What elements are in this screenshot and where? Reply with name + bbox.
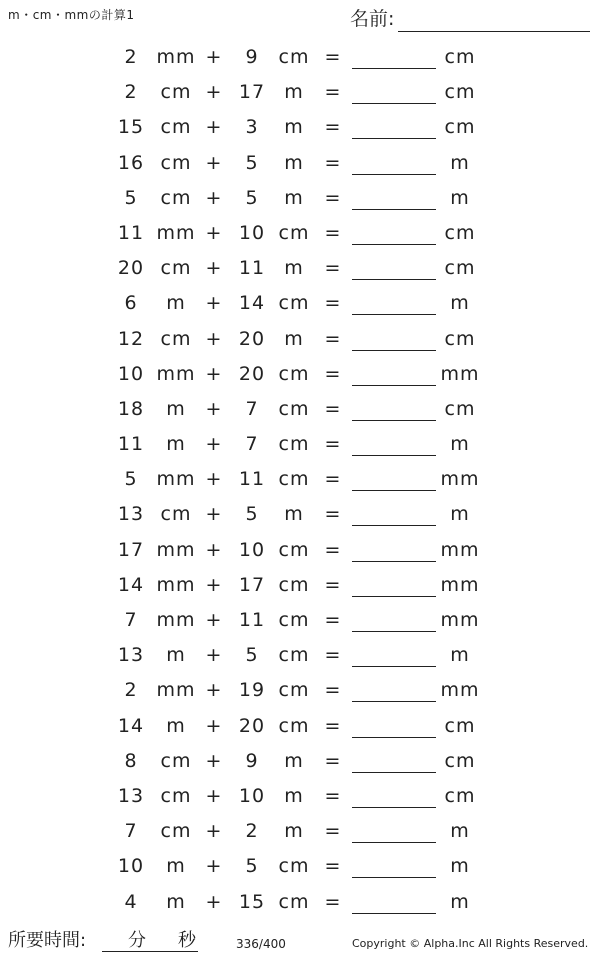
- unit-b: cm: [278, 679, 310, 702]
- equals-sign: =: [324, 151, 342, 174]
- equals-sign: =: [324, 890, 342, 913]
- operand-b: 9: [245, 46, 259, 68]
- plus-sign: +: [205, 81, 223, 104]
- result-unit: cm: [444, 714, 476, 737]
- equals-sign: =: [324, 855, 342, 878]
- result-unit: mm: [440, 679, 480, 702]
- unit-b: cm: [278, 644, 310, 667]
- plus-sign: +: [205, 714, 223, 737]
- operand-a: 11: [117, 433, 145, 456]
- operand-b: 10: [238, 784, 266, 807]
- problem-row: [0, 495, 600, 530]
- unit-b: cm: [278, 468, 310, 491]
- unit-b: m: [284, 749, 304, 772]
- answer-blank[interactable]: [352, 152, 436, 175]
- problem-list: [0, 38, 600, 918]
- unit-a: cm: [160, 327, 192, 350]
- unit-a: m: [166, 714, 186, 737]
- operand-b: 9: [245, 749, 259, 772]
- operand-b: 3: [245, 116, 259, 139]
- result-unit: cm: [444, 46, 476, 68]
- plus-sign: +: [205, 257, 223, 280]
- equals-sign: =: [324, 186, 342, 209]
- answer-blank[interactable]: [352, 292, 436, 315]
- plus-sign: +: [205, 186, 223, 209]
- problem-row: [0, 320, 600, 355]
- result-unit: cm: [444, 784, 476, 807]
- problem-row: [0, 73, 600, 108]
- equals-sign: =: [324, 257, 342, 280]
- operand-b: 7: [245, 433, 259, 456]
- operand-b: 10: [238, 538, 266, 561]
- equals-sign: =: [324, 46, 342, 68]
- answer-blank[interactable]: [352, 609, 436, 632]
- operand-b: 5: [245, 644, 259, 667]
- result-unit: cm: [444, 257, 476, 280]
- result-unit: m: [450, 890, 470, 913]
- equals-sign: =: [324, 573, 342, 596]
- equals-sign: =: [324, 327, 342, 350]
- plus-sign: +: [205, 679, 223, 702]
- problem-row: [0, 566, 600, 601]
- answer-blank[interactable]: [352, 891, 436, 914]
- unit-a: mm: [156, 46, 196, 68]
- unit-b: m: [284, 503, 304, 526]
- answer-blank[interactable]: [352, 468, 436, 491]
- unit-a: cm: [160, 820, 192, 843]
- result-unit: cm: [444, 397, 476, 420]
- equals-sign: =: [324, 397, 342, 420]
- equals-sign: =: [324, 292, 342, 315]
- result-unit: cm: [444, 327, 476, 350]
- answer-blank[interactable]: [352, 820, 436, 843]
- equals-sign: =: [324, 679, 342, 702]
- operand-b: 20: [238, 362, 266, 385]
- problem-row: [0, 707, 600, 742]
- minutes-label: 分: [128, 930, 146, 951]
- unit-a: m: [166, 433, 186, 456]
- unit-a: cm: [160, 503, 192, 526]
- operand-a: 13: [117, 784, 145, 807]
- answer-blank[interactable]: [352, 855, 436, 878]
- unit-b: m: [284, 186, 304, 209]
- answer-blank[interactable]: [352, 679, 436, 702]
- result-unit: m: [450, 186, 470, 209]
- unit-b: cm: [278, 890, 310, 913]
- problem-row: [0, 883, 600, 918]
- unit-b: cm: [278, 573, 310, 596]
- answer-blank[interactable]: [352, 187, 436, 210]
- problem-row: [0, 425, 600, 460]
- equals-sign: =: [324, 468, 342, 491]
- plus-sign: +: [205, 609, 223, 631]
- answer-blank[interactable]: [352, 328, 436, 351]
- operand-b: 14: [238, 292, 266, 315]
- equals-sign: =: [324, 784, 342, 807]
- operand-a: 12: [117, 327, 145, 350]
- operand-a: 13: [117, 503, 145, 526]
- operand-a: 5: [124, 468, 138, 491]
- plus-sign: +: [205, 221, 223, 244]
- unit-b: m: [284, 784, 304, 807]
- problem-row: [0, 214, 600, 249]
- operand-a: 18: [117, 397, 145, 420]
- equals-sign: =: [324, 749, 342, 772]
- unit-a: cm: [160, 116, 192, 139]
- result-unit: mm: [440, 468, 480, 491]
- problem-row: [0, 460, 600, 495]
- result-unit: cm: [444, 116, 476, 139]
- problem-row: [0, 390, 600, 425]
- answer-blank[interactable]: [352, 81, 436, 104]
- unit-a: cm: [160, 257, 192, 280]
- name-field[interactable]: [350, 6, 590, 32]
- problem-row: [0, 636, 600, 671]
- unit-b: cm: [278, 855, 310, 878]
- operand-b: 11: [238, 609, 266, 631]
- operand-a: 6: [124, 292, 138, 315]
- problem-row: [0, 671, 600, 706]
- operand-a: 15: [117, 116, 145, 139]
- operand-b: 5: [245, 151, 259, 174]
- plus-sign: +: [205, 644, 223, 667]
- unit-a: m: [166, 397, 186, 420]
- unit-a: m: [166, 855, 186, 878]
- equals-sign: =: [324, 820, 342, 843]
- answer-blank[interactable]: [352, 222, 436, 245]
- unit-a: mm: [156, 679, 196, 702]
- plus-sign: +: [205, 116, 223, 139]
- operand-b: 19: [238, 679, 266, 702]
- operand-a: 11: [117, 221, 145, 244]
- operand-b: 11: [238, 468, 266, 491]
- operand-b: 15: [238, 890, 266, 913]
- unit-b: cm: [278, 221, 310, 244]
- operand-a: 7: [124, 609, 138, 631]
- problem-row: [0, 284, 600, 319]
- equals-sign: =: [324, 714, 342, 737]
- answer-blank[interactable]: [352, 715, 436, 738]
- unit-a: mm: [156, 362, 196, 385]
- worksheet-title: m・cm・mmの計算1: [8, 8, 135, 22]
- answer-blank[interactable]: [352, 116, 436, 139]
- operand-b: 20: [238, 327, 266, 350]
- equals-sign: =: [324, 644, 342, 667]
- plus-sign: +: [205, 503, 223, 526]
- seconds-label: 秒: [178, 930, 196, 951]
- answer-blank[interactable]: [352, 257, 436, 280]
- unit-a: m: [166, 890, 186, 913]
- result-unit: m: [450, 292, 470, 315]
- unit-a: cm: [160, 151, 192, 174]
- operand-a: 4: [124, 890, 138, 913]
- operand-a: 20: [117, 257, 145, 280]
- unit-a: cm: [160, 81, 192, 104]
- plus-sign: +: [205, 327, 223, 350]
- answer-blank[interactable]: [352, 46, 436, 69]
- unit-b: m: [284, 116, 304, 139]
- copyright-notice: Copyright © Alpha.Inc All Rights Reserved.: [352, 937, 589, 950]
- plus-sign: +: [205, 855, 223, 878]
- unit-a: cm: [160, 784, 192, 807]
- result-unit: cm: [444, 221, 476, 244]
- problem-row: [0, 144, 600, 179]
- unit-a: mm: [156, 609, 196, 631]
- unit-b: m: [284, 327, 304, 350]
- unit-b: cm: [278, 433, 310, 456]
- equals-sign: =: [324, 116, 342, 139]
- plus-sign: +: [205, 890, 223, 913]
- unit-b: m: [284, 81, 304, 104]
- plus-sign: +: [205, 820, 223, 843]
- unit-b: cm: [278, 362, 310, 385]
- name-label: 名前:: [350, 8, 395, 30]
- answer-blank[interactable]: [352, 398, 436, 421]
- result-unit: mm: [440, 362, 480, 385]
- plus-sign: +: [205, 151, 223, 174]
- problem-row: [0, 249, 600, 284]
- unit-b: cm: [278, 609, 310, 631]
- result-unit: cm: [444, 749, 476, 772]
- operand-b: 11: [238, 257, 266, 280]
- result-unit: m: [450, 644, 470, 667]
- answer-blank[interactable]: [352, 363, 436, 386]
- operand-a: 17: [117, 538, 145, 561]
- plus-sign: +: [205, 292, 223, 315]
- operand-a: 2: [124, 46, 138, 68]
- unit-a: mm: [156, 538, 196, 561]
- operand-a: 5: [124, 186, 138, 209]
- result-unit: m: [450, 433, 470, 456]
- equals-sign: =: [324, 609, 342, 631]
- unit-b: m: [284, 257, 304, 280]
- operand-a: 10: [117, 362, 145, 385]
- unit-a: mm: [156, 468, 196, 491]
- equals-sign: =: [324, 221, 342, 244]
- answer-blank[interactable]: [352, 433, 436, 456]
- plus-sign: +: [205, 468, 223, 491]
- answer-blank[interactable]: [352, 644, 436, 667]
- problem-row: [0, 355, 600, 390]
- operand-b: 20: [238, 714, 266, 737]
- operand-b: 5: [245, 855, 259, 878]
- equals-sign: =: [324, 81, 342, 104]
- plus-sign: +: [205, 573, 223, 596]
- plus-sign: +: [205, 749, 223, 772]
- unit-a: cm: [160, 186, 192, 209]
- plus-sign: +: [205, 362, 223, 385]
- unit-a: mm: [156, 221, 196, 244]
- operand-b: 10: [238, 221, 266, 244]
- operand-a: 13: [117, 644, 145, 667]
- problem-row: [0, 812, 600, 847]
- problem-row: [0, 847, 600, 882]
- plus-sign: +: [205, 433, 223, 456]
- answer-blank[interactable]: [352, 750, 436, 773]
- unit-b: cm: [278, 538, 310, 561]
- unit-b: m: [284, 820, 304, 843]
- operand-a: 14: [117, 714, 145, 737]
- operand-b: 17: [238, 573, 266, 596]
- result-unit: m: [450, 503, 470, 526]
- equals-sign: =: [324, 362, 342, 385]
- unit-b: cm: [278, 46, 310, 68]
- result-unit: cm: [444, 81, 476, 104]
- result-unit: mm: [440, 609, 480, 631]
- problem-row: [0, 531, 600, 566]
- answer-blank[interactable]: [352, 574, 436, 597]
- problem-row: [0, 179, 600, 214]
- operand-a: 14: [117, 573, 145, 596]
- plus-sign: +: [205, 784, 223, 807]
- operand-b: 5: [245, 503, 259, 526]
- plus-sign: +: [205, 397, 223, 420]
- unit-b: cm: [278, 714, 310, 737]
- operand-a: 16: [117, 151, 145, 174]
- unit-a: m: [166, 292, 186, 315]
- operand-a: 10: [117, 855, 145, 878]
- answer-blank[interactable]: [352, 539, 436, 562]
- operand-a: 7: [124, 820, 138, 843]
- operand-a: 2: [124, 81, 138, 104]
- unit-b: cm: [278, 292, 310, 315]
- result-unit: m: [450, 820, 470, 843]
- operand-a: 2: [124, 679, 138, 702]
- operand-b: 7: [245, 397, 259, 420]
- unit-a: cm: [160, 749, 192, 772]
- operand-a: 8: [124, 749, 138, 772]
- equals-sign: =: [324, 538, 342, 561]
- time-required-label: 所要時間:: [8, 930, 87, 951]
- unit-a: mm: [156, 573, 196, 596]
- result-unit: mm: [440, 573, 480, 596]
- result-unit: m: [450, 151, 470, 174]
- problem-row: [0, 108, 600, 143]
- plus-sign: +: [205, 46, 223, 68]
- answer-blank[interactable]: [352, 785, 436, 808]
- plus-sign: +: [205, 538, 223, 561]
- problem-row: [0, 777, 600, 812]
- answer-blank[interactable]: [352, 503, 436, 526]
- result-unit: mm: [440, 538, 480, 561]
- result-unit: m: [450, 855, 470, 878]
- operand-b: 2: [245, 820, 259, 843]
- problem-row: [0, 601, 600, 636]
- unit-a: m: [166, 644, 186, 667]
- page-number: 336/400: [236, 937, 286, 951]
- equals-sign: =: [324, 503, 342, 526]
- problem-row: [0, 742, 600, 777]
- name-underline: [398, 31, 590, 32]
- operand-b: 17: [238, 81, 266, 104]
- problem-row: [0, 38, 600, 73]
- equals-sign: =: [324, 433, 342, 456]
- operand-b: 5: [245, 186, 259, 209]
- unit-b: cm: [278, 397, 310, 420]
- unit-b: m: [284, 151, 304, 174]
